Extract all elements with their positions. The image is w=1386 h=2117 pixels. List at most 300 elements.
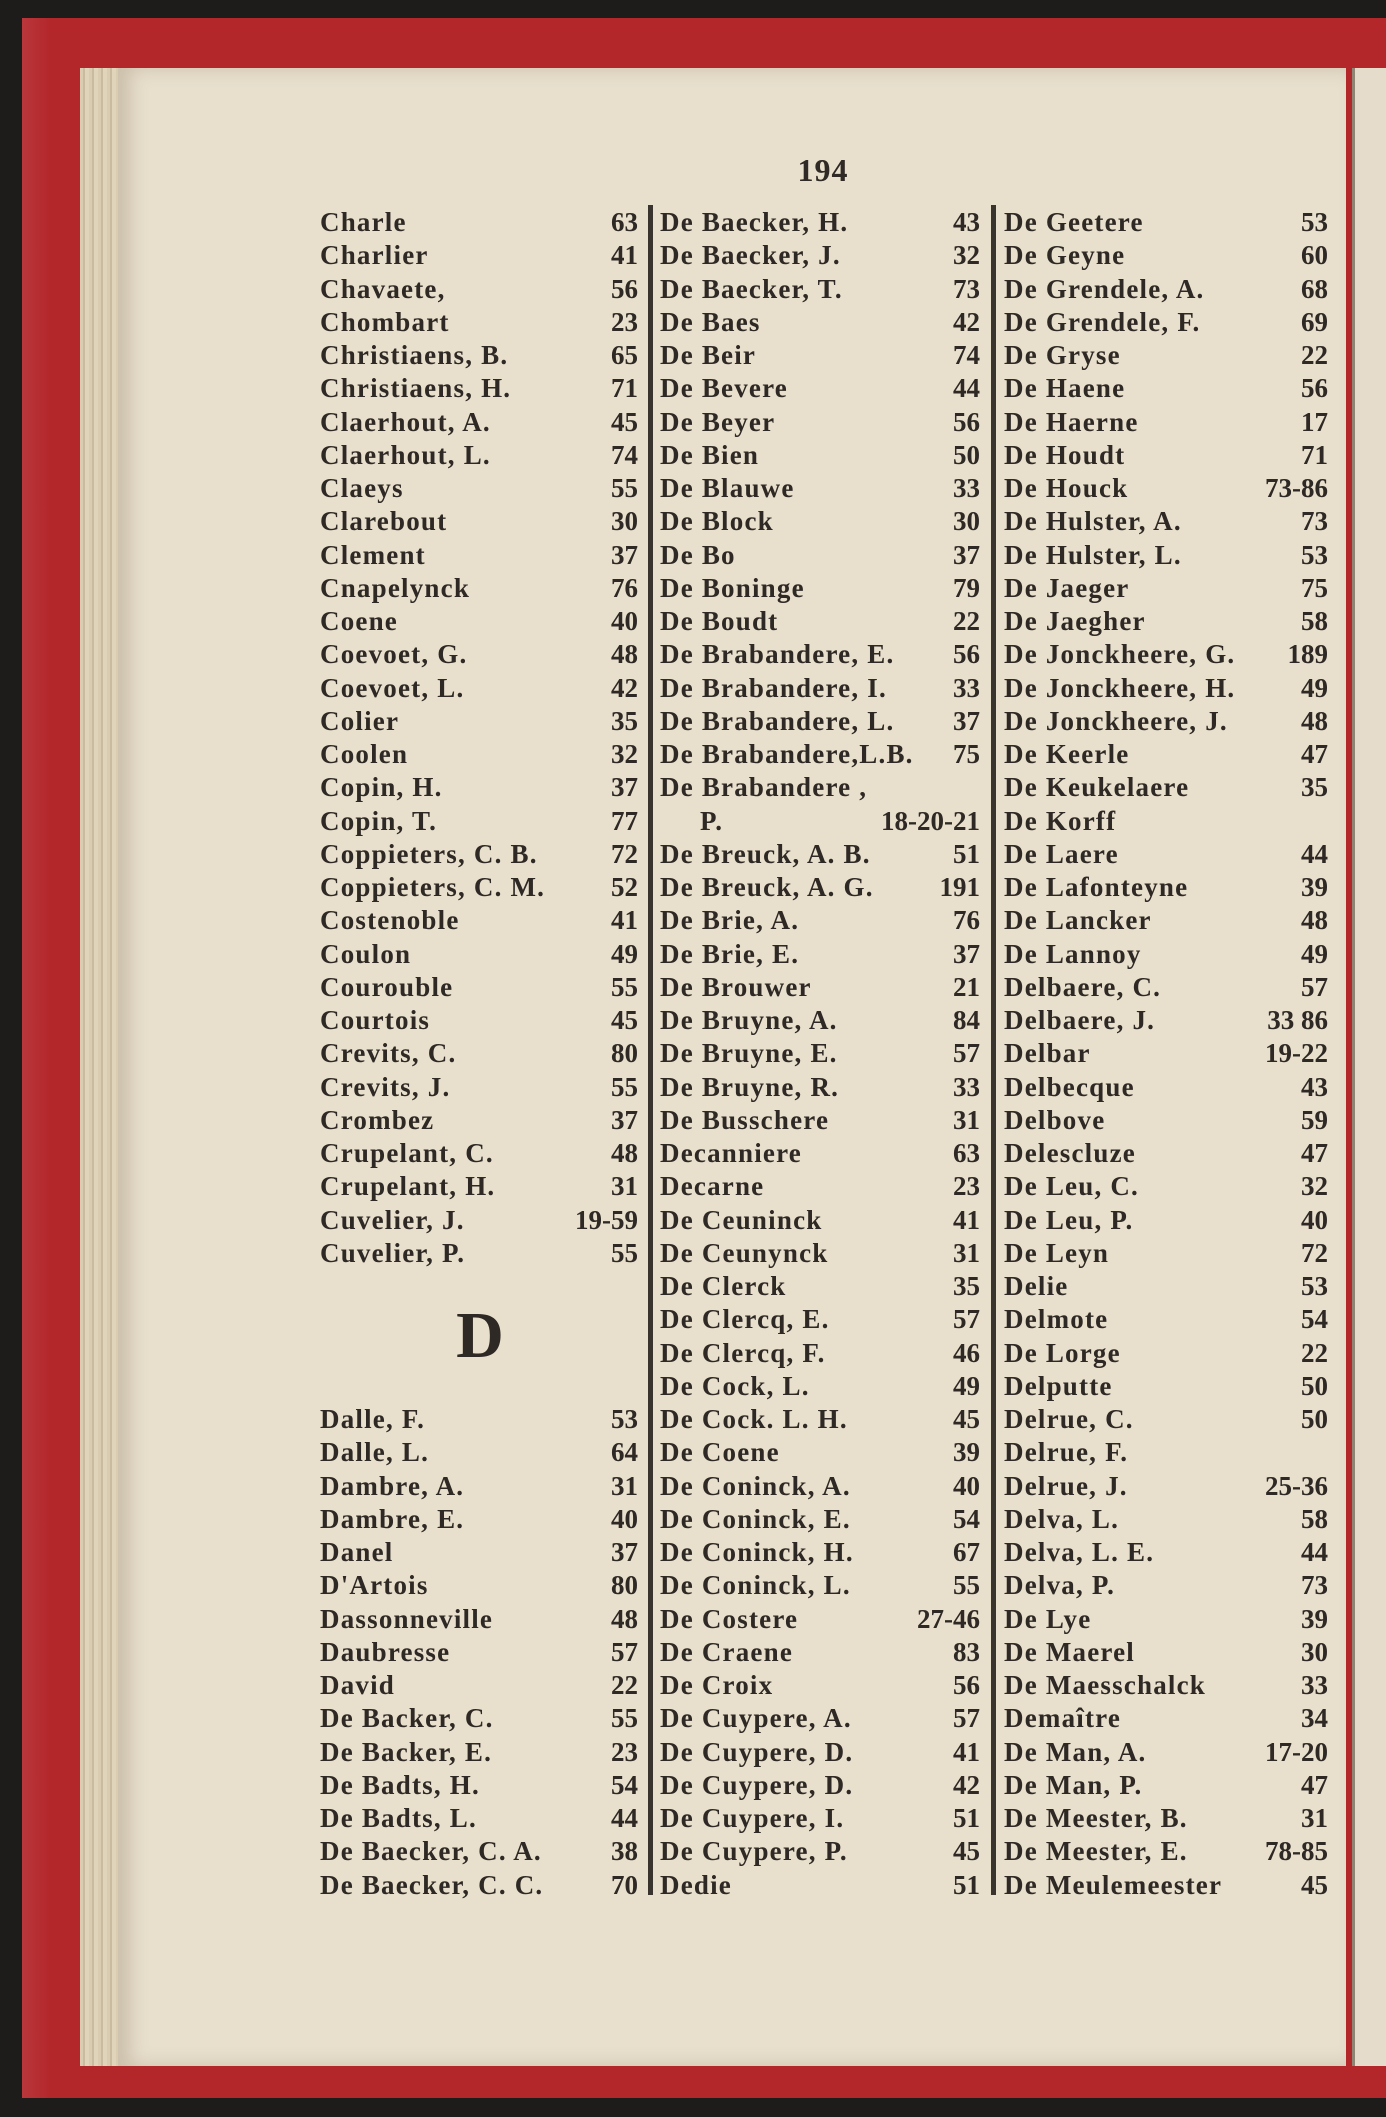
entry-page: 73: [1301, 1570, 1328, 1601]
index-entry: [660, 539, 980, 572]
index-entry: [1004, 771, 1328, 804]
entry-page: 22: [953, 606, 980, 637]
entry-page: 45: [611, 406, 638, 437]
entry-page: 54: [953, 1503, 980, 1534]
entry-name: Costenoble: [320, 905, 460, 936]
entry-name: Courtois: [320, 1005, 431, 1036]
entry-name: De Brie, A.: [660, 905, 800, 936]
index-entry: [660, 738, 980, 771]
entry-page: 58: [1301, 606, 1328, 637]
entry-name: De Gryse: [1004, 340, 1121, 371]
entry-name: De Beir: [660, 340, 757, 371]
entry-name: Claerhout, L.: [320, 439, 491, 470]
entry-name: Decarne: [660, 1171, 765, 1202]
index-entry: [320, 1802, 638, 1835]
index-entry: [1004, 439, 1328, 472]
index-entry: [320, 1470, 638, 1503]
index-entry: [660, 971, 980, 1004]
entry-name: Charle: [320, 207, 407, 238]
entry-page: 77: [611, 805, 638, 836]
index-entry: [320, 1569, 638, 1602]
index-entry: [320, 1004, 638, 1037]
entry-page: 53: [1301, 207, 1328, 238]
entry-page: 57: [953, 1304, 980, 1335]
entry-page: 55: [611, 1071, 638, 1102]
entry-page: 37: [611, 772, 638, 803]
entry-name: Coene: [320, 606, 398, 637]
entry-page: 79: [953, 572, 980, 603]
index-entry: [320, 1669, 638, 1702]
entry-page: 70: [611, 1869, 638, 1900]
entry-name: De Busschere: [660, 1104, 830, 1135]
entry-page: 30: [953, 506, 980, 537]
entry-page: 55: [611, 473, 638, 504]
entry-page: 44: [1301, 1537, 1328, 1568]
entry-page: 31: [953, 1237, 980, 1268]
entry-page: 45: [1301, 1869, 1328, 1900]
next-page-edge: [1352, 68, 1386, 2066]
index-entry: [660, 1071, 980, 1104]
index-entry: [660, 1370, 980, 1403]
entry-name: De Boninge: [660, 572, 805, 603]
index-entry: [660, 1769, 980, 1802]
entry-page: 30: [1301, 1636, 1328, 1667]
page-edges: [80, 68, 120, 2066]
entry-name: De Brie, E.: [660, 938, 800, 969]
entry-name: De Hulster, A.: [1004, 506, 1182, 537]
entry-page: 55: [611, 1703, 638, 1734]
index-entry: [320, 1370, 638, 1403]
entry-name: De Clercq, F.: [660, 1337, 826, 1368]
entry-name: De Lorge: [1004, 1337, 1121, 1368]
entry-page: 47: [1301, 739, 1328, 770]
index-entry: [660, 705, 980, 738]
entry-name: De Jaegher: [1004, 606, 1146, 637]
index-entry: [320, 672, 638, 705]
entry-page: 45: [611, 1005, 638, 1036]
entry-name: Delbaere, C.: [1004, 971, 1162, 1002]
entry-page: 40: [611, 606, 638, 637]
index-entry: [660, 1104, 980, 1137]
entry-page: 50: [953, 439, 980, 470]
index-column-2: [660, 206, 980, 1902]
entry-name: Dassonneville: [320, 1603, 494, 1634]
entry-name: Decanniere: [660, 1138, 802, 1169]
entry-page: 48: [1301, 905, 1328, 936]
entry-page: 45: [953, 1404, 980, 1435]
entry-name: De Baecker, J.: [660, 240, 841, 271]
entry-page: 55: [611, 1237, 638, 1268]
index-entry: [320, 1403, 638, 1436]
entry-name: Delva, L.: [1004, 1503, 1120, 1534]
entry-name: Claerhout, A.: [320, 406, 491, 437]
entry-page: 57: [953, 1703, 980, 1734]
entry-name: De Baecker, H.: [660, 207, 849, 238]
entry-name: D'Artois: [320, 1570, 429, 1601]
entry-name: De Bien: [660, 439, 760, 470]
entry-page: 57: [1301, 971, 1328, 1002]
index-entry: [1004, 1137, 1328, 1170]
entry-page: 74: [611, 439, 638, 470]
entry-page: 44: [1301, 838, 1328, 869]
index-entry: [660, 372, 980, 405]
index-entry: [660, 1603, 980, 1636]
index-entry: [660, 1436, 980, 1469]
entry-name: Delputte: [1004, 1370, 1113, 1401]
index-entry: [1004, 1403, 1328, 1436]
entry-name: Delbaere, J.: [1004, 1005, 1156, 1036]
entry-name: De Coninck, L.: [660, 1570, 851, 1601]
entry-page: 56: [611, 273, 638, 304]
entry-page: 71: [611, 373, 638, 404]
entry-name: Demaître: [1004, 1703, 1122, 1734]
entry-page: 44: [953, 373, 980, 404]
index-entry: [1004, 1569, 1328, 1602]
entry-name: De Coene: [660, 1437, 780, 1468]
page-number: 194: [797, 152, 849, 188]
entry-page: 35: [1301, 772, 1328, 803]
entry-name: De Cock, L.: [660, 1370, 810, 1401]
entry-page: 55: [611, 971, 638, 1002]
entry-page: 22: [611, 1670, 638, 1701]
entry-name: Crupelant, C.: [320, 1138, 494, 1169]
index-entry: [320, 771, 638, 804]
entry-name: Crombez: [320, 1104, 435, 1135]
entry-name: De Bruyne, A.: [660, 1005, 838, 1036]
entry-page: 49: [1301, 672, 1328, 703]
index-entry: [1004, 672, 1328, 705]
entry-name: De Lye: [1004, 1603, 1092, 1634]
entry-name: De Cock. L. H.: [660, 1404, 848, 1435]
entry-name: De Costere: [660, 1603, 799, 1634]
index-entry: [1004, 1337, 1328, 1370]
entry-page: 22: [1301, 1337, 1328, 1368]
entry-name: Delbecque: [1004, 1071, 1135, 1102]
entry-page: 57: [953, 1038, 980, 1069]
entry-name: Daubresse: [320, 1636, 451, 1667]
entry-page: 54: [611, 1769, 638, 1800]
entry-name: Christiaens, B.: [320, 340, 509, 371]
index-entry: [1004, 805, 1328, 838]
entry-name: De Brabandere, L.: [660, 705, 895, 736]
index-entry: [1004, 239, 1328, 272]
index-entry: [660, 1802, 980, 1835]
entry-name: De Leu, C.: [1004, 1171, 1139, 1202]
entry-name: De Maerel: [1004, 1636, 1135, 1667]
entry-page: 48: [611, 1603, 638, 1634]
entry-page: 35: [611, 705, 638, 736]
index-entry: [660, 206, 980, 239]
entry-page: 33 86: [1267, 1005, 1328, 1036]
entry-page: 80: [611, 1038, 638, 1069]
entry-page: 19-22: [1265, 1038, 1328, 1069]
entry-name: De Brabandere, I.: [660, 672, 887, 703]
index-entry: [1004, 1037, 1328, 1070]
entry-page: 56: [953, 406, 980, 437]
entry-page: 23: [953, 1171, 980, 1202]
entry-name: Coulon: [320, 938, 412, 969]
entry-page: 49: [953, 1370, 980, 1401]
entry-name: De Boudt: [660, 606, 779, 637]
index-entry: [660, 1636, 980, 1669]
index-entry: [320, 239, 638, 272]
index-entry: [320, 938, 638, 971]
index-entry: [1004, 1270, 1328, 1303]
entry-page: 39: [1301, 1603, 1328, 1634]
index-entry: [320, 1869, 638, 1902]
index-entry: [1004, 1536, 1328, 1569]
entry-page: 33: [953, 473, 980, 504]
entry-name: De Korff: [1004, 805, 1117, 836]
entry-name: De Ceuninck: [660, 1204, 823, 1235]
entry-name: De Backer, E.: [320, 1736, 493, 1767]
index-entry: [320, 273, 638, 306]
entry-name: De Meulemeester: [1004, 1869, 1223, 1900]
entry-page: 55: [953, 1570, 980, 1601]
entry-name: Dalle, L.: [320, 1437, 430, 1468]
index-entry: [1004, 472, 1328, 505]
entry-name: De Breuck, A. G.: [660, 872, 874, 903]
entry-page: 53: [1301, 539, 1328, 570]
entry-name: De Keerle: [1004, 739, 1130, 770]
index-entry: [660, 871, 980, 904]
entry-name: Crevits, J.: [320, 1071, 451, 1102]
entry-name: De Clercq, E.: [660, 1304, 830, 1335]
index-entry: [660, 273, 980, 306]
entry-page: 37: [953, 539, 980, 570]
index-entry: [660, 472, 980, 505]
entry-page: 40: [611, 1503, 638, 1534]
entry-page: 64: [611, 1437, 638, 1468]
entry-page: 48: [1301, 705, 1328, 736]
entry-name: De Meester, E.: [1004, 1836, 1188, 1867]
entry-name: De Cuypere, I.: [660, 1803, 845, 1834]
entry-name: Delrue, J.: [1004, 1470, 1128, 1501]
entry-page: 73: [1301, 506, 1328, 537]
entry-page: 191: [939, 872, 980, 903]
entry-page: 48: [611, 1138, 638, 1169]
index-entry: [1004, 1370, 1328, 1403]
index-entry: [660, 1170, 980, 1203]
index-entry: [320, 1104, 638, 1137]
index-entry: [660, 1736, 980, 1769]
entry-name: De Blauwe: [660, 473, 795, 504]
index-entry: [320, 638, 638, 671]
entry-name: De Brabandere, E.: [660, 639, 895, 670]
entry-page: 50: [1301, 1370, 1328, 1401]
entry-name: De Cuypere, D.: [660, 1769, 854, 1800]
entry-page: 17-20: [1265, 1736, 1328, 1767]
index-entry: [660, 904, 980, 937]
entry-name: Dalle, F.: [320, 1404, 426, 1435]
entry-name: De Meester, B.: [1004, 1803, 1188, 1834]
entry-name: De Man, P.: [1004, 1769, 1143, 1800]
index-entry: [660, 1403, 980, 1436]
index-entry: [1004, 406, 1328, 439]
index-entry: [1004, 1802, 1328, 1835]
entry-page: 41: [953, 1204, 980, 1235]
index-entry: [1004, 738, 1328, 771]
entry-name: Delescluze: [1004, 1138, 1136, 1169]
entry-name: Claeys: [320, 473, 404, 504]
index-entry: [1004, 1702, 1328, 1735]
entry-page: 40: [953, 1470, 980, 1501]
index-entry: [320, 805, 638, 838]
entry-page: 40: [1301, 1204, 1328, 1235]
entry-name: De Coninck, A.: [660, 1470, 851, 1501]
entry-name: De Cuypere, D.: [660, 1736, 854, 1767]
entry-name: De Houck: [1004, 473, 1129, 504]
entry-page: 32: [1301, 1171, 1328, 1202]
entry-page: 41: [611, 240, 638, 271]
entry-name: Coolen: [320, 739, 409, 770]
entry-name: Delrue, F.: [1004, 1437, 1129, 1468]
entry-name: Delmote: [1004, 1304, 1109, 1335]
entry-name: De Grendele, A.: [1004, 273, 1205, 304]
entry-page: 44: [611, 1803, 638, 1834]
entry-name: De Jonckheere, H.: [1004, 672, 1236, 703]
entry-name: De Backer, C.: [320, 1703, 494, 1734]
entry-page: 31: [611, 1171, 638, 1202]
entry-name: De Block: [660, 506, 774, 537]
entry-name: Chombart: [320, 306, 450, 337]
entry-page: 76: [611, 572, 638, 603]
entry-page: 35: [953, 1271, 980, 1302]
entry-page: 72: [611, 838, 638, 869]
index-entry: [320, 1503, 638, 1536]
entry-page: 37: [611, 1104, 638, 1135]
entry-name: De Keukelaere: [1004, 772, 1190, 803]
entry-page: 75: [953, 739, 980, 770]
entry-page: 21: [953, 971, 980, 1002]
entry-name: De Jonckheere, J.: [1004, 705, 1228, 736]
entry-name: De Haerne: [1004, 406, 1139, 437]
entry-page: 75: [1301, 572, 1328, 603]
index-entry: [660, 1470, 980, 1503]
entry-name: De Baecker, C. C.: [320, 1869, 544, 1900]
index-entry: [660, 1536, 980, 1569]
entry-page: 63: [953, 1138, 980, 1169]
entry-page: 47: [1301, 1769, 1328, 1800]
entry-page: 46: [953, 1337, 980, 1368]
index-entry: [1004, 505, 1328, 538]
index-entry: [660, 938, 980, 971]
entry-page: 49: [1301, 938, 1328, 969]
entry-page: 33: [1301, 1670, 1328, 1701]
entry-name: De Geetere: [1004, 207, 1144, 238]
entry-name: Chavaete,: [320, 273, 446, 304]
index-entry: [1004, 1769, 1328, 1802]
index-entry: [1004, 838, 1328, 871]
entry-name: De Baecker, C. A.: [320, 1836, 542, 1867]
index-entry: [660, 1270, 980, 1303]
entry-page: 42: [953, 306, 980, 337]
entry-name: Delva, P.: [1004, 1570, 1116, 1601]
index-entry: [1004, 1436, 1328, 1469]
entry-name: Coevoet, G.: [320, 639, 468, 670]
index-entry: [320, 1037, 638, 1070]
index-entry: [1004, 1603, 1328, 1636]
entry-name: De Maesschalck: [1004, 1670, 1207, 1701]
entry-page: 65: [611, 340, 638, 371]
entry-page: 39: [1301, 872, 1328, 903]
index-entry: [320, 439, 638, 472]
index-entry: [660, 306, 980, 339]
index-entry: [320, 1736, 638, 1769]
index-entry: [660, 605, 980, 638]
index-entry: [660, 1569, 980, 1602]
entry-name: Delie: [1004, 1271, 1069, 1302]
index-column-1: [320, 206, 638, 1902]
entry-name: De Bruyne, R.: [660, 1071, 840, 1102]
entry-name: P.: [700, 805, 724, 836]
index-entry: [660, 1869, 980, 1902]
entry-page: 73: [953, 273, 980, 304]
index-entry: [660, 1004, 980, 1037]
index-entry: [660, 406, 980, 439]
entry-name: Coppieters, C. M.: [320, 872, 546, 903]
entry-page: 80: [611, 1570, 638, 1601]
entry-name: De Brabandere,L.B.: [660, 739, 914, 770]
index-entry: [320, 306, 638, 339]
index-entry: [1004, 1835, 1328, 1868]
entry-name: Delva, L. E.: [1004, 1537, 1155, 1568]
entry-page: 27-46: [917, 1603, 980, 1634]
index-entry: [1004, 904, 1328, 937]
index-entry: [320, 1536, 638, 1569]
entry-name: De Bevere: [660, 373, 788, 404]
entry-name: Courouble: [320, 971, 454, 1002]
index-entry: [660, 572, 980, 605]
entry-name: Delbar: [1004, 1038, 1091, 1069]
entry-name: Dambre, E.: [320, 1503, 465, 1534]
entry-page: 49: [611, 938, 638, 969]
index-entry: [660, 1503, 980, 1536]
entry-name: De Coninck, H.: [660, 1537, 854, 1568]
entry-name: Copin, T.: [320, 805, 438, 836]
entry-page: 58: [1301, 1503, 1328, 1534]
entry-page: 189: [1287, 639, 1328, 670]
index-entry: [320, 1137, 638, 1170]
entry-name: De Beyer: [660, 406, 776, 437]
index-entry: [1004, 1204, 1328, 1237]
entry-page: 76: [953, 905, 980, 936]
index-entry: [660, 1237, 980, 1270]
index-entry: [660, 239, 980, 272]
entry-page: 43: [1301, 1071, 1328, 1102]
index-entry: [1004, 638, 1328, 671]
entry-page: 37: [611, 1537, 638, 1568]
entry-page: 48: [611, 639, 638, 670]
index-entry: [320, 1769, 638, 1802]
index-entry: [1004, 1071, 1328, 1104]
index-entry: [660, 672, 980, 705]
index-entry: [1004, 938, 1328, 971]
index-entry: [320, 871, 638, 904]
entry-page: 30: [611, 506, 638, 537]
entry-name: De Lafonteyne: [1004, 872, 1189, 903]
entry-name: Clement: [320, 539, 426, 570]
index-entry: [320, 904, 638, 937]
entry-name: De Baecker, T.: [660, 273, 843, 304]
index-entry: [660, 505, 980, 538]
entry-page: 78-85: [1265, 1836, 1328, 1867]
entry-name: De Brouwer: [660, 971, 812, 1002]
entry-name: De Ceunynck: [660, 1237, 829, 1268]
index-entry: [1004, 1869, 1328, 1902]
index-entry: [1004, 206, 1328, 239]
entry-page: 51: [953, 838, 980, 869]
